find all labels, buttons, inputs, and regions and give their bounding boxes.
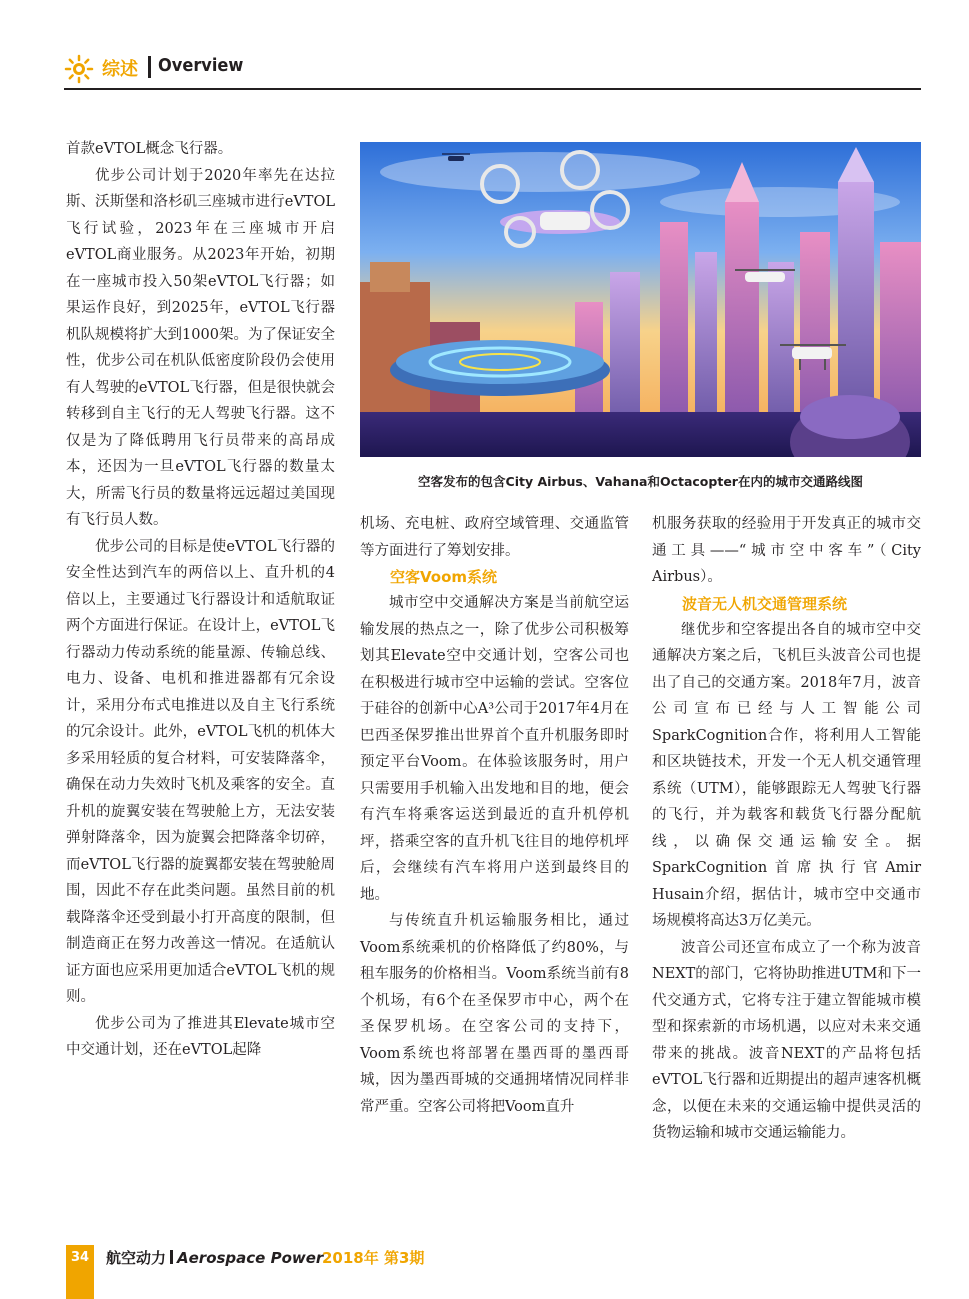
paragraph: 首款eVTOL概念飞行器。	[66, 141, 233, 157]
paragraph: 城市空中交通解决方案是当前航空运输发展的热点之一，除了优步公司积极筹划其Elevate空中交通计划，空客公司也在积极进行城市空中运输的尝试。空客位于硅谷的创新中心A³公司于2017年4月在巴西圣保罗推出世界首个直升机服务即时预定平台Voom。在体验该服务时，用户只需要用手机输入出发地和目的地，便会有汽车将乘客运送到最近的直升机停机坪，搭乘空客的直升机飞往目的地停机坪后，会继续有汽车将用户送到最终目的地。	[360, 595, 629, 903]
sun-logo-icon	[64, 54, 94, 84]
paragraph: 继优步和空客提出各自的城市空中交通解决方案之后，飞机巨头波音公司也提出了自己的交通方案。2018年7月，波音公司宣布已经与人工智能公司SparkCognition合作，将利用人工智能和区块链技术，开发一个无人机交通管理系统（UTM），能够跟踪无人驾驶飞行器的飞行，并为载客和载货飞行器分配航线，以确保交通运输安全。据SparkCognition首席执行官Amir Husain介绍，据估计，城市空中交通市场规模将高达3万亿美元。	[652, 621, 921, 929]
column-3	[652, 511, 921, 1147]
section-heading: 空客Voom系统	[390, 568, 498, 586]
paragraph: 优步公司的目标是使eVTOL飞行器的安全性达到汽车的两倍以上、直升机的4倍以上，主要通过飞行器设计和适航取证两个方面进行保证。在设计上，eVTOL飞行器动力传动系统的能量源、传输总线、电力、设备、电机和推进器都有冗余设计，采用分布式电推进以及自主飞行系统的冗余设计。此外，eVTOL飞机的机体大多采用轻质的复合材料，可安装降落伞，确保在动力失效时飞机及乘客的安全。直升机的旋翼安装在驾驶舱上方，无法安装弹射降落伞，因为旋翼会把降落伞切碎，而eVTOL飞行器的旋翼都安装在驾驶舱周围，因此不存在此类问题。虽然目前的机载降落伞还受到最小打开高度的限制，但制造商正在努力改善这一情况。在适航认证方面也应采用更加适合eVTOL飞机的规则。	[66, 538, 335, 1005]
paragraph: 波音公司还宣布成立了一个称为波音NEXT的部门，它将协助推进UTM和下一代交通方式，它将专注于建立智能城市模型和探索新的市场机遇，以应对未来交通带来的挑战。波音NEXT的产品将包括eVTOL飞行器和近期提出的超声速客机概念，以便在未来的交通运输中提供灵活的货物运输和城市交通运输能力。	[652, 939, 921, 1141]
figure-caption: 空客发布的包含City Airbus、Vahana和Octacopter在内的城市交通路线图	[418, 474, 863, 489]
journal-name	[106, 1247, 323, 1268]
journal-issue: 2018年 第3期	[322, 1249, 425, 1267]
header-rule	[64, 88, 921, 90]
section-title-zh: 综述	[102, 59, 138, 80]
page-header	[64, 50, 924, 90]
journal-name-en: Aerospace Power	[177, 1249, 324, 1267]
paragraph: 与传统直升机运输服务相比，通过Voom系统乘机的价格降低了约80%，与租车服务的价格相当。Voom系统当前有8个机场，有6个在圣保罗市中心，两个在圣保罗机场。在空客公司的支持下，Voom系统也将部署在墨西哥的墨西哥城，因为墨西哥城的交通拥堵情况同样非常严重。空客公司将把Voom直升	[360, 913, 629, 1115]
city-air-mobility-illustration	[360, 142, 921, 457]
paragraph: 优步公司为了推进其Elevate城市空中交通计划，还在eVTOL起降	[66, 1015, 335, 1058]
journal-name-zh: 航空动力	[106, 1249, 167, 1267]
paragraph: 机服务获取的经验用于开发真正的城市交通工具——“城市空中客车”（City Airbus）。	[652, 516, 921, 585]
header-divider	[148, 56, 151, 78]
section-title-en: Overview	[158, 55, 244, 76]
footer-divider	[170, 1250, 173, 1264]
page-number: 34	[70, 1250, 90, 1265]
column-1	[66, 136, 335, 1064]
paragraph: 优步公司计划于2020年率先在达拉斯、沃斯堡和洛杉矶三座城市进行eVTOL飞行试验，2023年在三座城市开启eVTOL商业服务。从2023年开始，初期在一座城市投入50架eVTOL飞行器；如果运作良好，到2025年，eVTOL飞行器机队规模将扩大到1000架。为了保证安全性，优步公司在机队低密度阶段仍会使用有人驾驶的eVTOL飞行器，但是很快就会转移到自主飞行的无人驾驶飞行器。这不仅是为了降低聘用飞行员带来的高昂成本，还因为一旦eVTOL飞行器的数量太大，所需飞行员的数量将远远超过美国现有飞行员人数。	[66, 167, 335, 528]
section-heading: 波音无人机交通管理系统	[682, 594, 848, 613]
futuristic-city-image	[360, 142, 921, 457]
column-2	[360, 511, 629, 1120]
paragraph: 机场、充电桩、政府空域管理、交通监管等方面进行了筹划安排。	[360, 516, 629, 559]
